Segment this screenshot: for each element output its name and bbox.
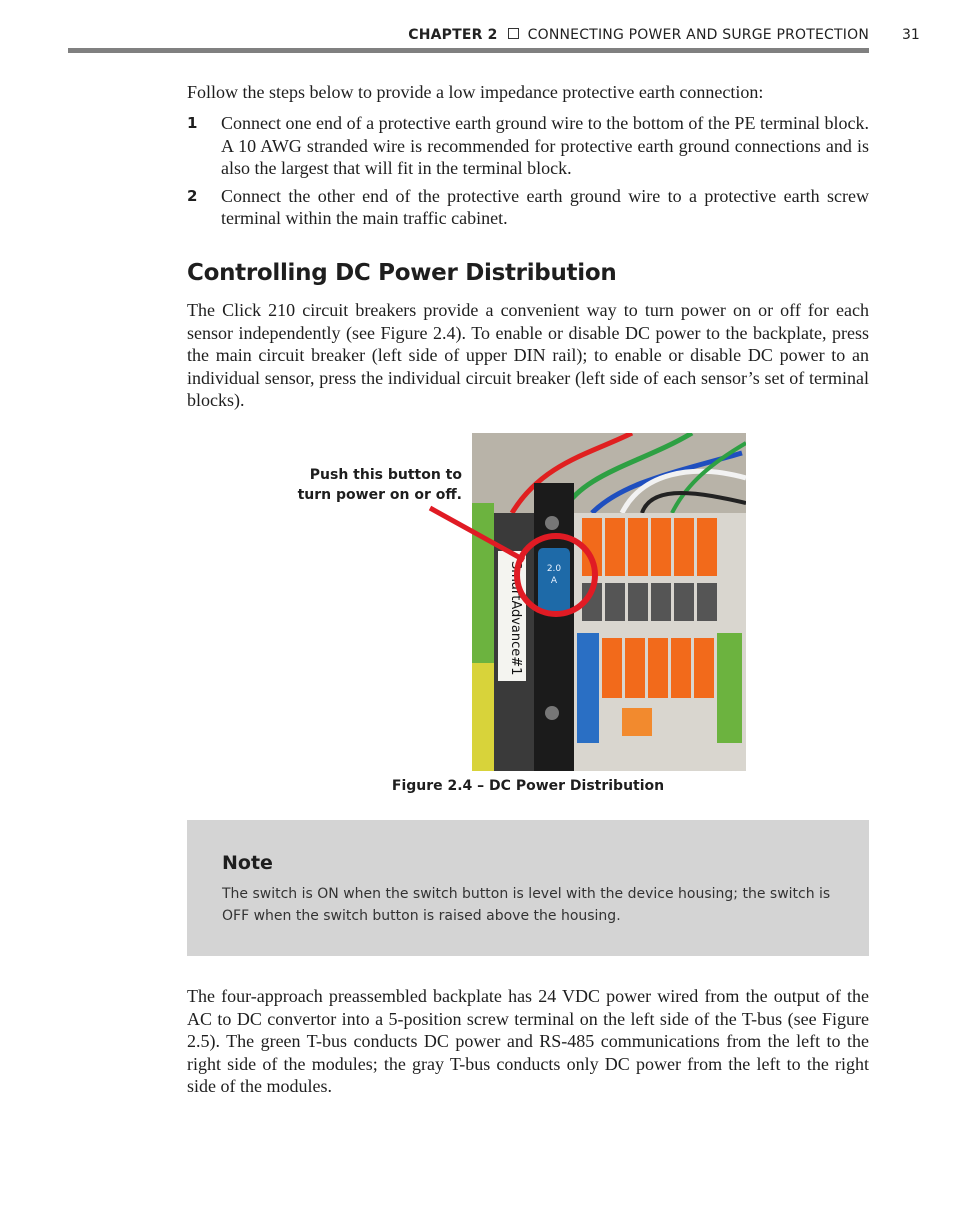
step-number: 1 (187, 114, 198, 132)
body-paragraph-1: The Click 210 circuit breakers provide a convenient way to turn power on or off for each sensor independently (see Figure 2.4). To enable or disable DC power to the backplate, press the main circuit breaker (left side of upper DIN rail); to enable or disable DC power to an individual sensor, press the individual circuit breaker (left side of each sensor’s set of terminal blocks). (187, 300, 869, 410)
figure-callout (290, 465, 462, 505)
page-number: 31 (902, 27, 920, 43)
note-box (187, 820, 869, 956)
breaker-label-1: 2.0 (546, 564, 562, 574)
note-text: The switch is ON when the switch button is level with the device housing; the switch is OFF when the switch button is raised above the housing. (222, 886, 831, 924)
chapter-label: CHAPTER 2 (408, 27, 498, 43)
breaker-label-2: A (550, 576, 558, 586)
section-heading: Controlling DC Power Distribution (187, 260, 617, 286)
callout-line-1: Push this button to (309, 467, 462, 483)
step-number: 2 (187, 186, 198, 205)
square-separator-icon (508, 28, 519, 39)
intro-paragraph: Follow the steps below to provide a low impedance protective earth connection: (187, 82, 764, 102)
callout-line-2: turn power on or off. (297, 487, 462, 503)
note-title: Note (222, 852, 273, 874)
body-paragraph-2: The four-approach preassembled backplate has 24 VDC power wired from the output of the AC to DC convertor into a 5-position screw terminal on the left side of the T-bus (see Figure 2.5). The green T-bus conducts DC power and RS-485 communications from the left to the right side of the modules; the gray T-bus conducts only DC power from the left to the right side of the modules. (187, 986, 869, 1096)
photo-illustration (472, 433, 746, 771)
step-text: Connect one end of a protective earth ground wire to the bottom of the PE terminal block. A 10 AWG stranded wire is recommended for protective earth ground connections and is also the largest that will fit in the terminal block. (221, 113, 869, 178)
header-rule (68, 48, 869, 53)
running-header (68, 27, 869, 47)
list-item (187, 185, 869, 230)
step-text: Connect the other end of the protective earth ground wire to a protective earth screw terminal within the main traffic cabinet. (221, 185, 869, 228)
orange-terminal-row-bottom (602, 638, 714, 698)
figure-caption: Figure 2.4 – DC Power Distribution (391, 778, 665, 794)
device-label: SmartAdvance#1 (508, 561, 523, 676)
dc-power-distribution-photo (472, 433, 746, 771)
steps-list (187, 112, 869, 235)
chapter-title: CONNECTING POWER AND SURGE PROTECTION (527, 27, 869, 43)
list-item (187, 112, 869, 180)
